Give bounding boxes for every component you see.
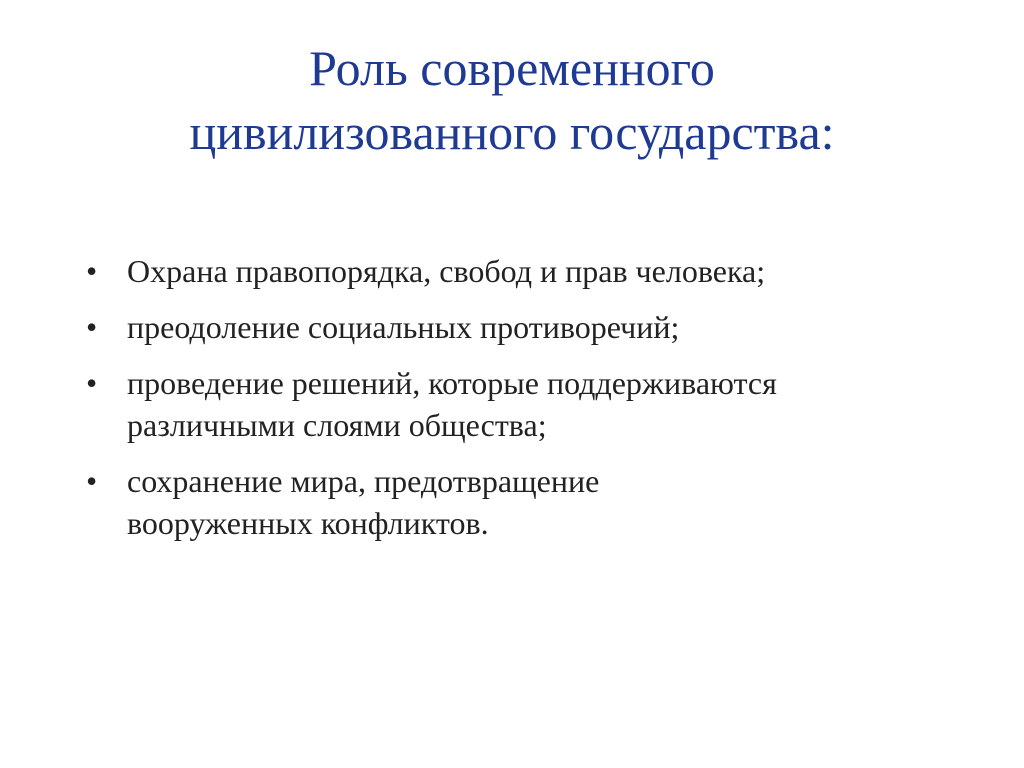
bullet-text-line: Охрана правопорядка, свобод и прав человека; xyxy=(127,253,766,289)
bullet-text xyxy=(127,362,966,446)
bullet-text xyxy=(127,460,966,544)
bullet-item-4 xyxy=(86,460,966,544)
bullet-list xyxy=(86,250,966,558)
bullet-item-2 xyxy=(86,306,966,348)
bullet-text-line: сохранение мира, предотвращение xyxy=(127,463,600,499)
bullet-icon: • xyxy=(86,365,98,401)
bullet-item-1 xyxy=(86,250,966,292)
bullet-text xyxy=(127,250,966,292)
bullet-icon: • xyxy=(86,463,98,499)
bullet-icon: • xyxy=(86,253,98,289)
slide-title-line-1: Роль современного xyxy=(309,40,715,96)
slide-title-line-2: цивилизованного государства: xyxy=(189,104,835,160)
bullet-icon: • xyxy=(86,309,98,345)
slide-title xyxy=(60,36,964,164)
bullet-text-line: различными слоями общества; xyxy=(127,407,547,443)
bullet-text-line: проведение решений, которые поддерживаются xyxy=(127,365,777,401)
bullet-text xyxy=(127,306,966,348)
bullet-item-3 xyxy=(86,362,966,446)
bullet-text-line: вооруженных конфликтов. xyxy=(127,505,489,541)
bullet-text-line: преодоление социальных противоречий; xyxy=(127,309,680,345)
